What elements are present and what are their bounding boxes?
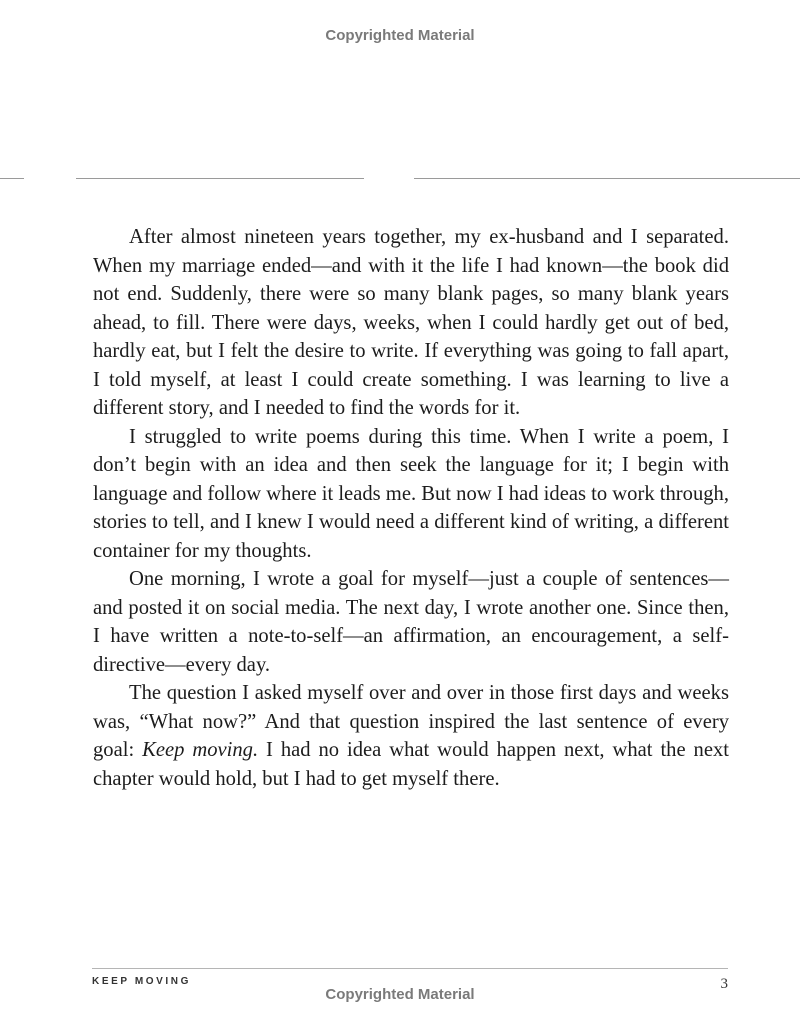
paragraph-3: One morning, I wrote a goal for myself—just a couple of sentences—and posted it on social media. The next day, I wrote another one. Since then, I have written a note-to-self—an affirmation, an encouragement, a self-directive—every day. <box>93 568 729 676</box>
footer-rule <box>92 968 728 969</box>
body-text <box>93 223 729 793</box>
paragraph-1: After almost nineteen years together, my ex-husband and I separated. When my marriage ended—and with it the life I had known—the book did not end. Suddenly, there were so many blank pages, so many blank years ahead, to fill. There were days, weeks, when I could hardly get out of bed, hardly eat, but I felt the desire to write. If everything was going to fall apart, I told myself, at least I could create something. I was learning to live a different story, and I needed to find the words for it. <box>93 226 729 419</box>
paragraph-4-text-start: The question I asked myself over and over in those first days and weeks was, “What now?” And that question inspired the last sentence of every goal: <box>93 682 729 761</box>
paragraph-4-emphasis: Keep moving. <box>142 739 259 761</box>
paragraph-4-text-end: I had no idea what would happen next, what the next chapter would hold, but I had to get myself there. <box>93 739 729 790</box>
page-number: 3 <box>720 976 728 992</box>
copyright-watermark-bottom: Copyrighted Material <box>325 986 475 1003</box>
header-rule-center <box>76 178 364 179</box>
header-rule-right <box>414 178 800 179</box>
paragraph-4 <box>93 679 729 793</box>
copyright-watermark-top: Copyrighted Material <box>325 27 475 44</box>
running-head: KEEP MOVING <box>92 976 191 987</box>
paragraph-2: I struggled to write poems during this time. When I write a poem, I don’t begin with an idea and then seek the language for it; I begin with language and follow where it leads me. But now I had ideas to work through, stories to tell, and I knew I would need a different kind of writing, a different container for my thoughts. <box>93 425 729 562</box>
header-rule-left <box>0 178 24 179</box>
